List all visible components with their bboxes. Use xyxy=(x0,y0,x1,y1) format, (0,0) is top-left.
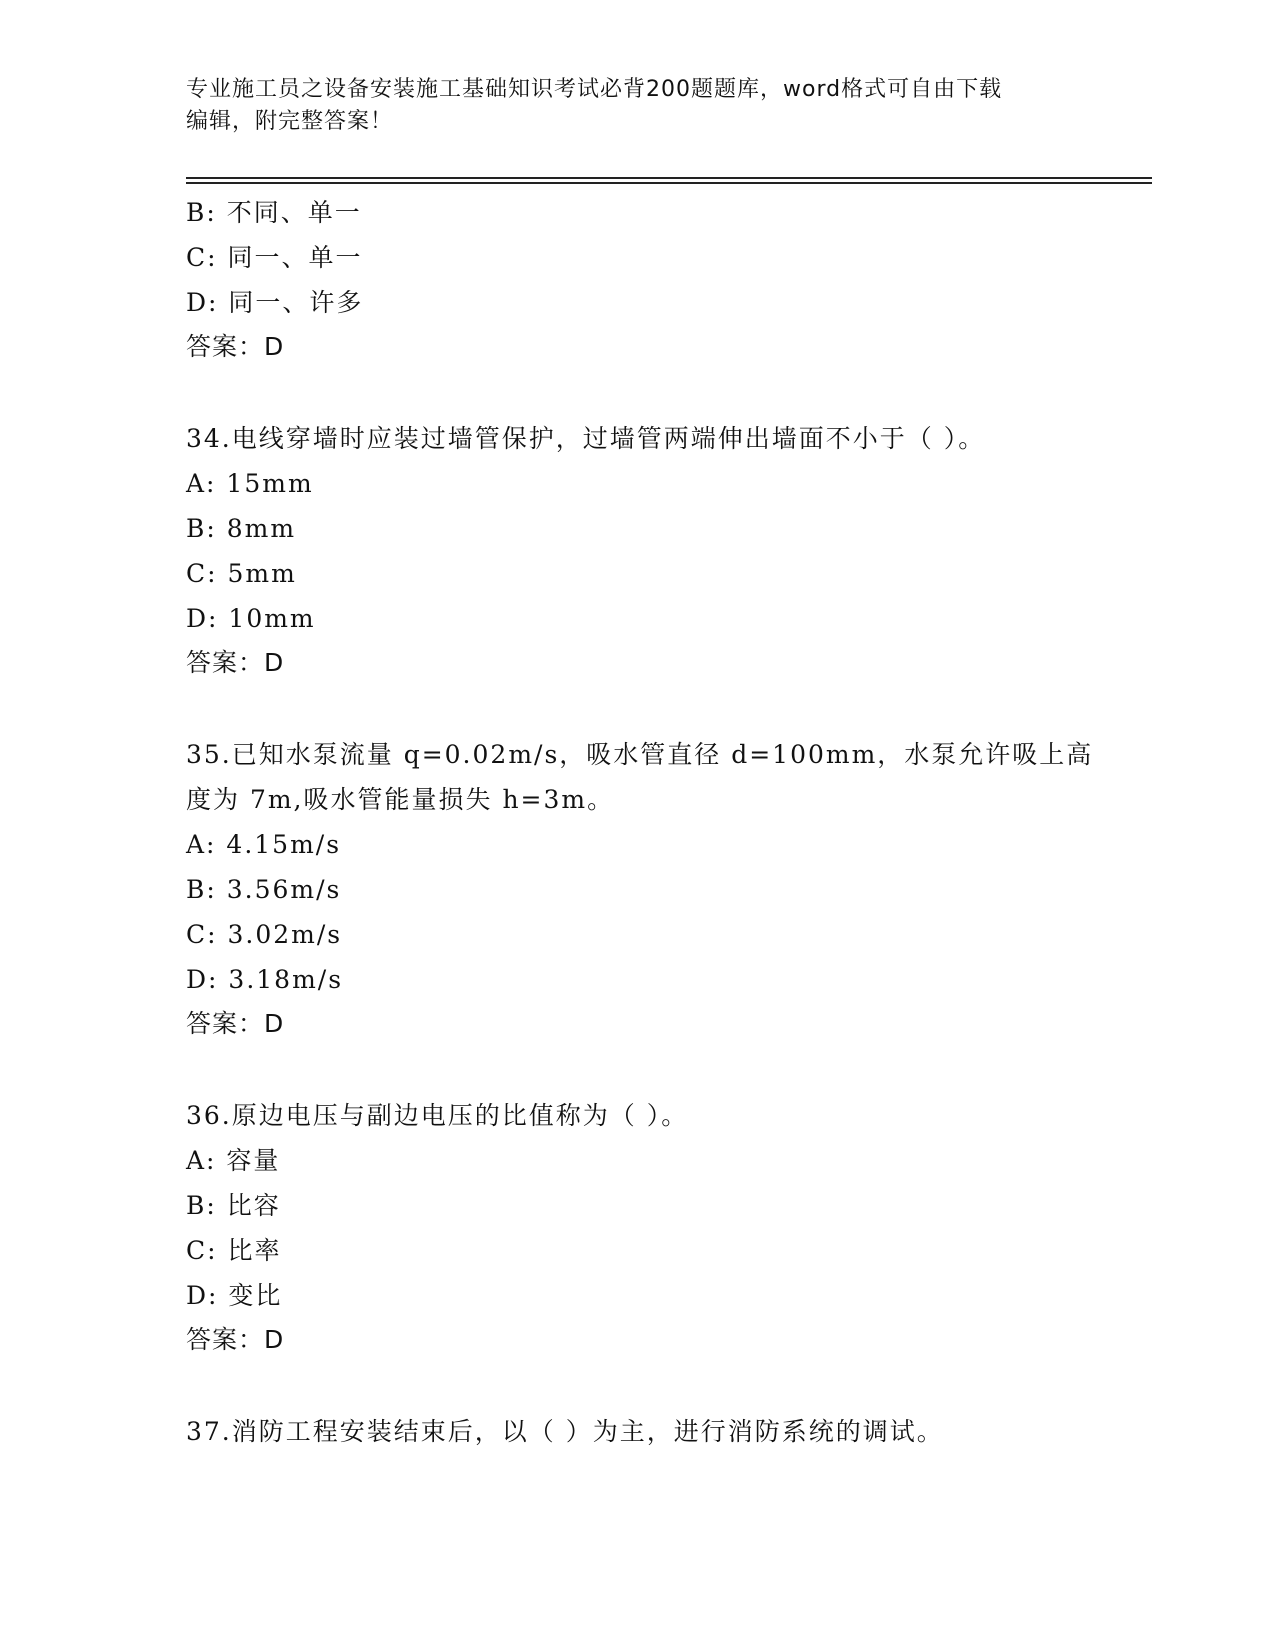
question-block-37 xyxy=(186,1409,1086,1454)
answer-line: 答案：D xyxy=(186,648,285,677)
option-c: C: 3.02m/s xyxy=(186,920,343,949)
option-b: B: 3.56m/s xyxy=(186,875,342,904)
answer-line: 答案：D xyxy=(186,1009,285,1038)
document-header xyxy=(186,74,1066,138)
question-list xyxy=(186,190,1094,1454)
question-block-33 xyxy=(186,190,1086,369)
question-block-34 xyxy=(186,416,1086,685)
option-a: A: 15mm xyxy=(186,469,314,498)
option-d: D: 3.18m/s xyxy=(186,965,344,994)
question-block-35 xyxy=(186,732,1094,1046)
option-d: D: 变比 xyxy=(186,1281,283,1310)
question-block-36 xyxy=(186,1093,1086,1362)
answer-line: 答案：D xyxy=(186,332,285,361)
option-b: B: 8mm xyxy=(186,514,297,543)
header-divider-bottom xyxy=(186,182,1152,184)
answer-line: 答案：D xyxy=(186,1325,285,1354)
question-text: 34.电线穿墙时应装过墙管保护，过墙管两端伸出墙面不小于（ ）。 xyxy=(186,424,986,453)
question-text: 37.消防工程安装结束后，以（ ）为主，进行消防系统的调试。 xyxy=(186,1417,944,1446)
option-d: D: 10mm xyxy=(186,604,316,633)
option-d: D: 同一、许多 xyxy=(186,288,364,317)
option-a: A: 4.15m/s xyxy=(186,830,342,859)
option-b: B: 比容 xyxy=(186,1191,281,1220)
option-c: C: 5mm xyxy=(186,559,297,588)
question-text-line-1: 35.已知水泵流量 q=0.02m/s，吸水管直径 d=100mm，水泵允许吸上高 xyxy=(186,740,1094,769)
header-title-line-1: 专业施工员之设备安装施工基础知识考试必背200题题库，word格式可自由下载 xyxy=(186,77,1003,102)
option-a: A: 容量 xyxy=(186,1146,281,1175)
option-c: C: 比率 xyxy=(186,1236,282,1265)
header-title-line-2: 编辑，附完整答案！ xyxy=(186,109,394,134)
option-b: B: 不同、单一 xyxy=(186,198,362,227)
option-c: C: 同一、单一 xyxy=(186,243,363,272)
question-text: 36.原边电压与副边电压的比值称为（ ）。 xyxy=(186,1101,689,1130)
question-text-line-2: 度为 7m,吸水管能量损失 h=3m。 xyxy=(186,785,615,814)
header-divider-top xyxy=(186,177,1152,179)
